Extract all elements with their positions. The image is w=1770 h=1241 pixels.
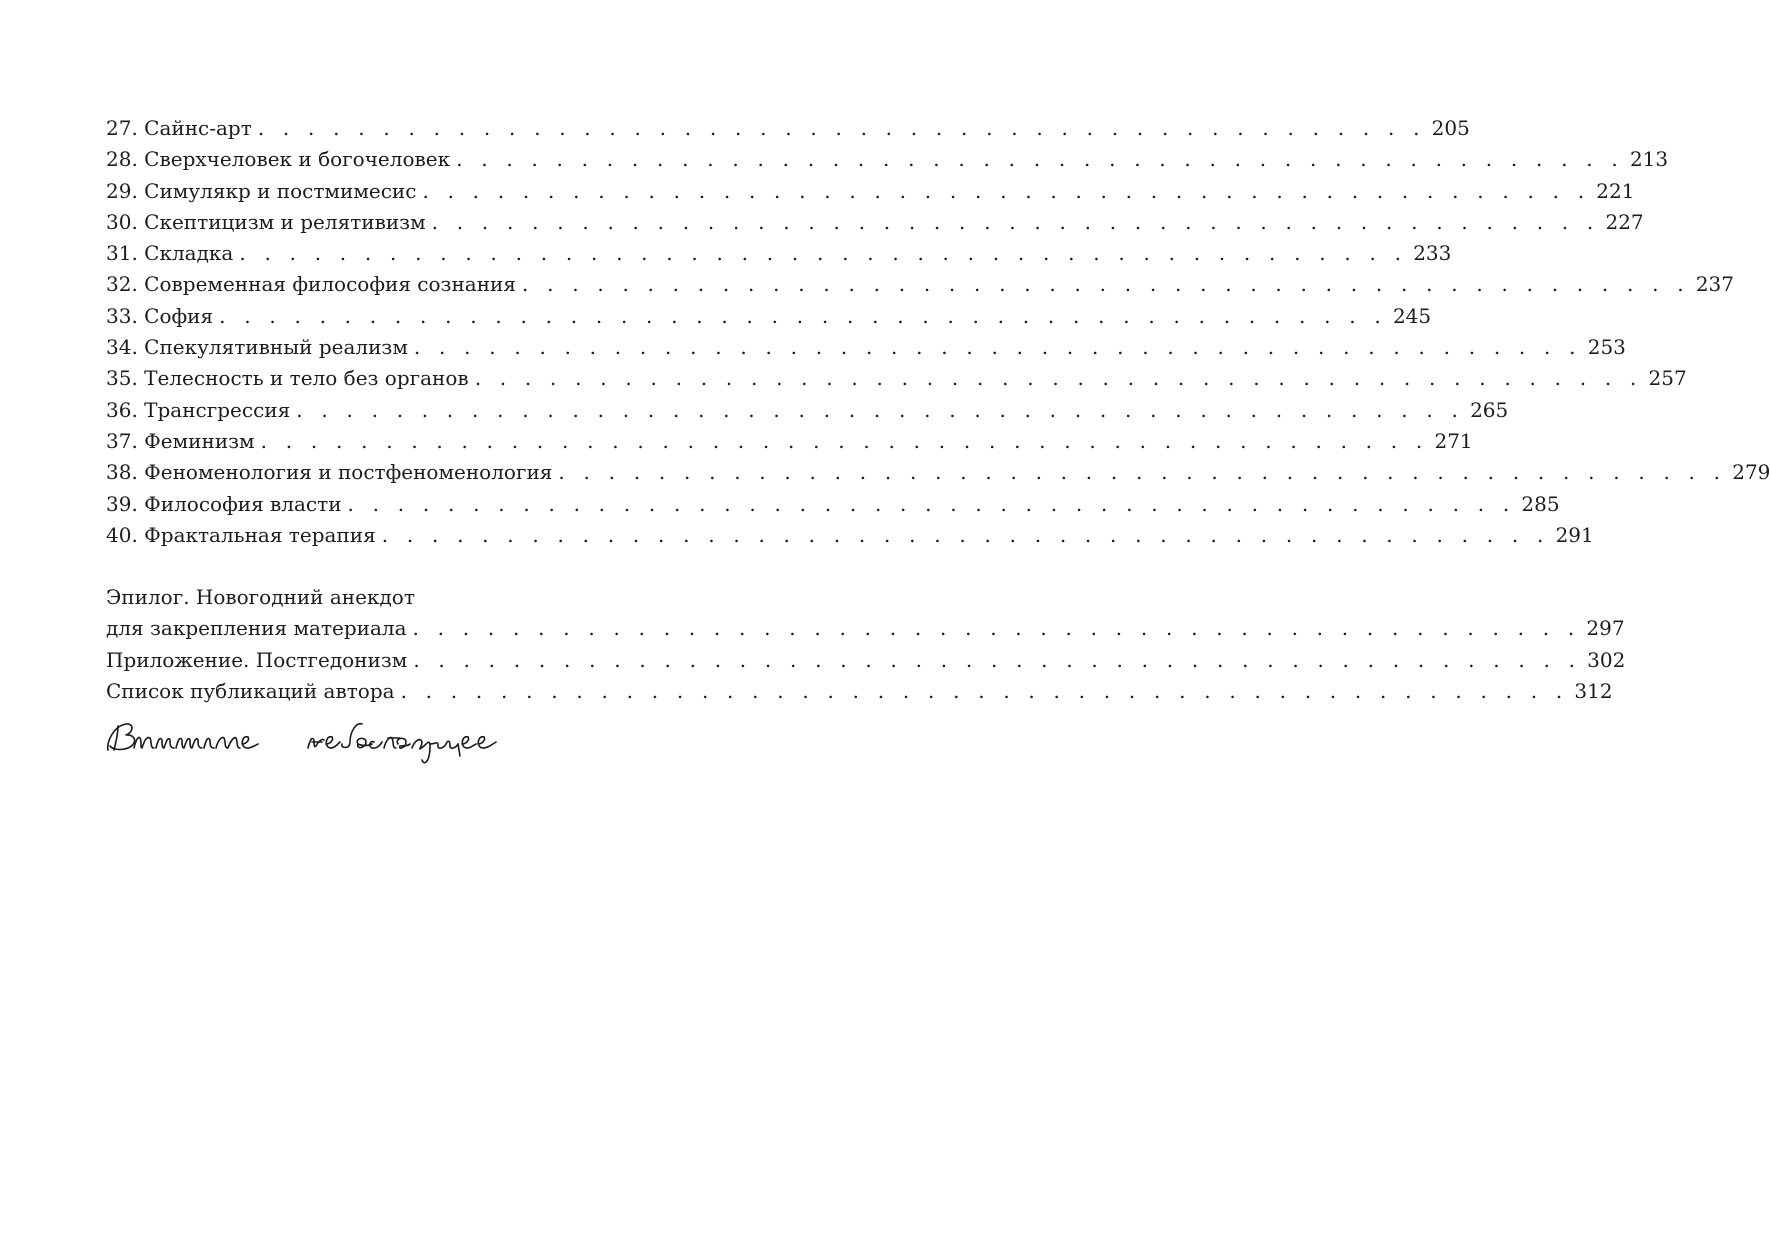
toc-leader-dots: . . . . . . . . . . . . . . . . . . . . . . . . . . . . . . . . . . . . . . . . . . . . . . .	[381, 522, 1550, 547]
toc-entry-page: 312	[1574, 679, 1613, 704]
toc-entry-title: 27. Сайнс-арт	[106, 116, 252, 140]
toc-entry[interactable]	[106, 332, 1626, 363]
toc-leader-dots: . . . . . . . . . . . . . . . . . . . . . . . . . . . . . . . . . . . . . . . . . . . . . . .	[422, 178, 1591, 203]
toc-leader-dots: . . . . . . . . . . . . . . . . . . . . . . . . . . . . . . . . . . . . . . . . . . . . . . .	[431, 209, 1600, 234]
toc-leader-dots: . . . . . . . . . . . . . . . . . . . . . . . . . . . . . . . . . . . . . . . . . . . . . . .	[400, 679, 1569, 704]
toc-leader-dots: . . . . . . . . . . . . . . . . . . . . . . . . . . . . . . . . . . . . . . . . . . . . . . .	[412, 616, 1581, 641]
toc-entry-epilogue-first-line[interactable]: Эпилог. Новогодний анекдот	[106, 585, 415, 610]
toc-entry-page: 297	[1586, 616, 1625, 641]
toc-entry[interactable]	[106, 238, 1452, 269]
toc-entry[interactable]	[106, 144, 1669, 175]
toc-entry-page: 291	[1555, 522, 1594, 547]
toc-entry-title: 36. Трансгрессия	[106, 397, 291, 422]
toc-entry-title: 39. Философия власти	[106, 491, 342, 516]
toc-leader-dots: . . . . . . . . . . . . . . . . . . . . . . . . . . . . . . . . . . . . . . . . . . . . . . .	[558, 460, 1727, 485]
toc-entry-title: 31. Складка	[106, 241, 234, 266]
toc-entry-title: 33. София	[106, 303, 214, 328]
toc-entry-title: 37. Феминизм	[106, 428, 255, 453]
toc-entry-epilogue[interactable]	[106, 613, 1625, 644]
toc-entry-page: 233	[1413, 241, 1452, 266]
toc-entry-title: Приложение. Постгедонизм	[106, 647, 408, 672]
toc-entry-title: 28. Сверхчеловек и богочеловек	[106, 147, 451, 172]
toc-entry-title: 29. Симулякр и постмимесис	[106, 178, 417, 203]
toc-leader-dots: . . . . . . . . . . . . . . . . . . . . . . . . . . . . . . . . . . . . . . . . . . . . . . .	[413, 647, 1582, 672]
toc-leader-dots: . . . . . . . . . . . . . . . . . . . . . . . . . . . . . . . . . . . . . . . . . . . . . . .	[456, 147, 1624, 172]
toc-entry[interactable]	[106, 426, 1473, 457]
toc-entry-page: 302	[1587, 647, 1626, 672]
toc-entry[interactable]	[106, 489, 1560, 520]
toc-entry-page: 271	[1434, 428, 1473, 453]
toc-entry-title: 35. Телесность и тело без органов	[106, 366, 469, 391]
toc-entry-page: 227	[1605, 209, 1644, 234]
toc-entry-page: 245	[1392, 303, 1432, 328]
toc-entry-page: 237	[1695, 272, 1735, 297]
toc-entry-appendix[interactable]	[106, 645, 1626, 676]
toc-leader-dots: . . . . . . . . . . . . . . . . . . . . . . . . . . . . . . . . . . . . . . . . . . . . . . .	[413, 335, 1582, 360]
toc-entry-title: Список публикаций автора	[106, 679, 395, 704]
toc-entry-page: 279	[1732, 460, 1770, 485]
toc-entry-page: 205	[1431, 116, 1470, 140]
toc-leader-dots: . . . . . . . . . . . . . . . . . . . . . . . . . . . . . . . . . . . . . . . . . . . . . . .	[521, 272, 1690, 297]
toc-leader-dots: . . . . . . . . . . . . . . . . . . . . . . . . . . . . . . . . . . . . . . . . . . . . . . .	[296, 397, 1465, 422]
toc-leader-dots: . . . . . . . . . . . . . . . . . . . . . . . . . . . . . . . . . . . . . . . . . . . . . . .	[347, 491, 1516, 516]
toc-entry-page: 213	[1629, 147, 1669, 172]
table-of-contents	[106, 113, 1770, 707]
toc-entry-page: 265	[1470, 397, 1509, 422]
toc-entry-title: 30. Скептицизм и релятивизм	[106, 209, 426, 234]
toc-entry[interactable]	[106, 301, 1432, 332]
toc-entry-page: 253	[1587, 335, 1626, 360]
toc-leader-dots: . . . . . . . . . . . . . . . . . . . . . . . . . . . . . . . . . . . . . . . . . . . . . . .	[239, 241, 1408, 266]
toc-entry-page: 221	[1596, 178, 1635, 203]
toc-leader-dots: . . . . . . . . . . . . . . . . . . . . . . . . . . . . . . . . . . . . . . . . . . . . . . .	[260, 428, 1429, 453]
toc-leader-dots: . . . . . . . . . . . . . . . . . . . . . . . . . . . . . . . . . . . . . . . . . . . . . . .	[474, 366, 1643, 391]
toc-entry-title: 40. Фрактальная терапия	[106, 522, 376, 547]
toc-entry-page: 285	[1521, 491, 1560, 516]
toc-entry-title: для закрепления материала	[106, 616, 407, 641]
toc-entry[interactable]	[106, 363, 1687, 394]
toc-entry[interactable]	[106, 520, 1594, 551]
toc-entry-page: 257	[1648, 366, 1687, 391]
handwritten-note-signature	[104, 712, 544, 768]
toc-leader-dots: . . . . . . . . . . . . . . . . . . . . . . . . . . . . . . . . . . . . . . . . . . . . . . .	[257, 116, 1426, 140]
toc-entry-publications[interactable]	[106, 676, 1613, 707]
toc-entry[interactable]	[106, 176, 1635, 207]
toc-entry-title: 34. Спекулятивный реализм	[106, 335, 408, 360]
toc-leader-dots: . . . . . . . . . . . . . . . . . . . . . . . . . . . . . . . . . . . . . . . . . . . . . . .	[219, 303, 1387, 328]
toc-entry[interactable]	[106, 395, 1509, 426]
toc-entry[interactable]	[106, 113, 1470, 144]
toc-entry[interactable]	[106, 457, 1770, 488]
section-spacer	[106, 551, 727, 582]
toc-entry[interactable]	[106, 269, 1735, 300]
toc-entry-title: 38. Феноменология и постфеноменология	[106, 460, 553, 485]
toc-entry-title: 32. Современная философия сознания	[106, 272, 516, 297]
toc-entry[interactable]	[106, 207, 1644, 238]
